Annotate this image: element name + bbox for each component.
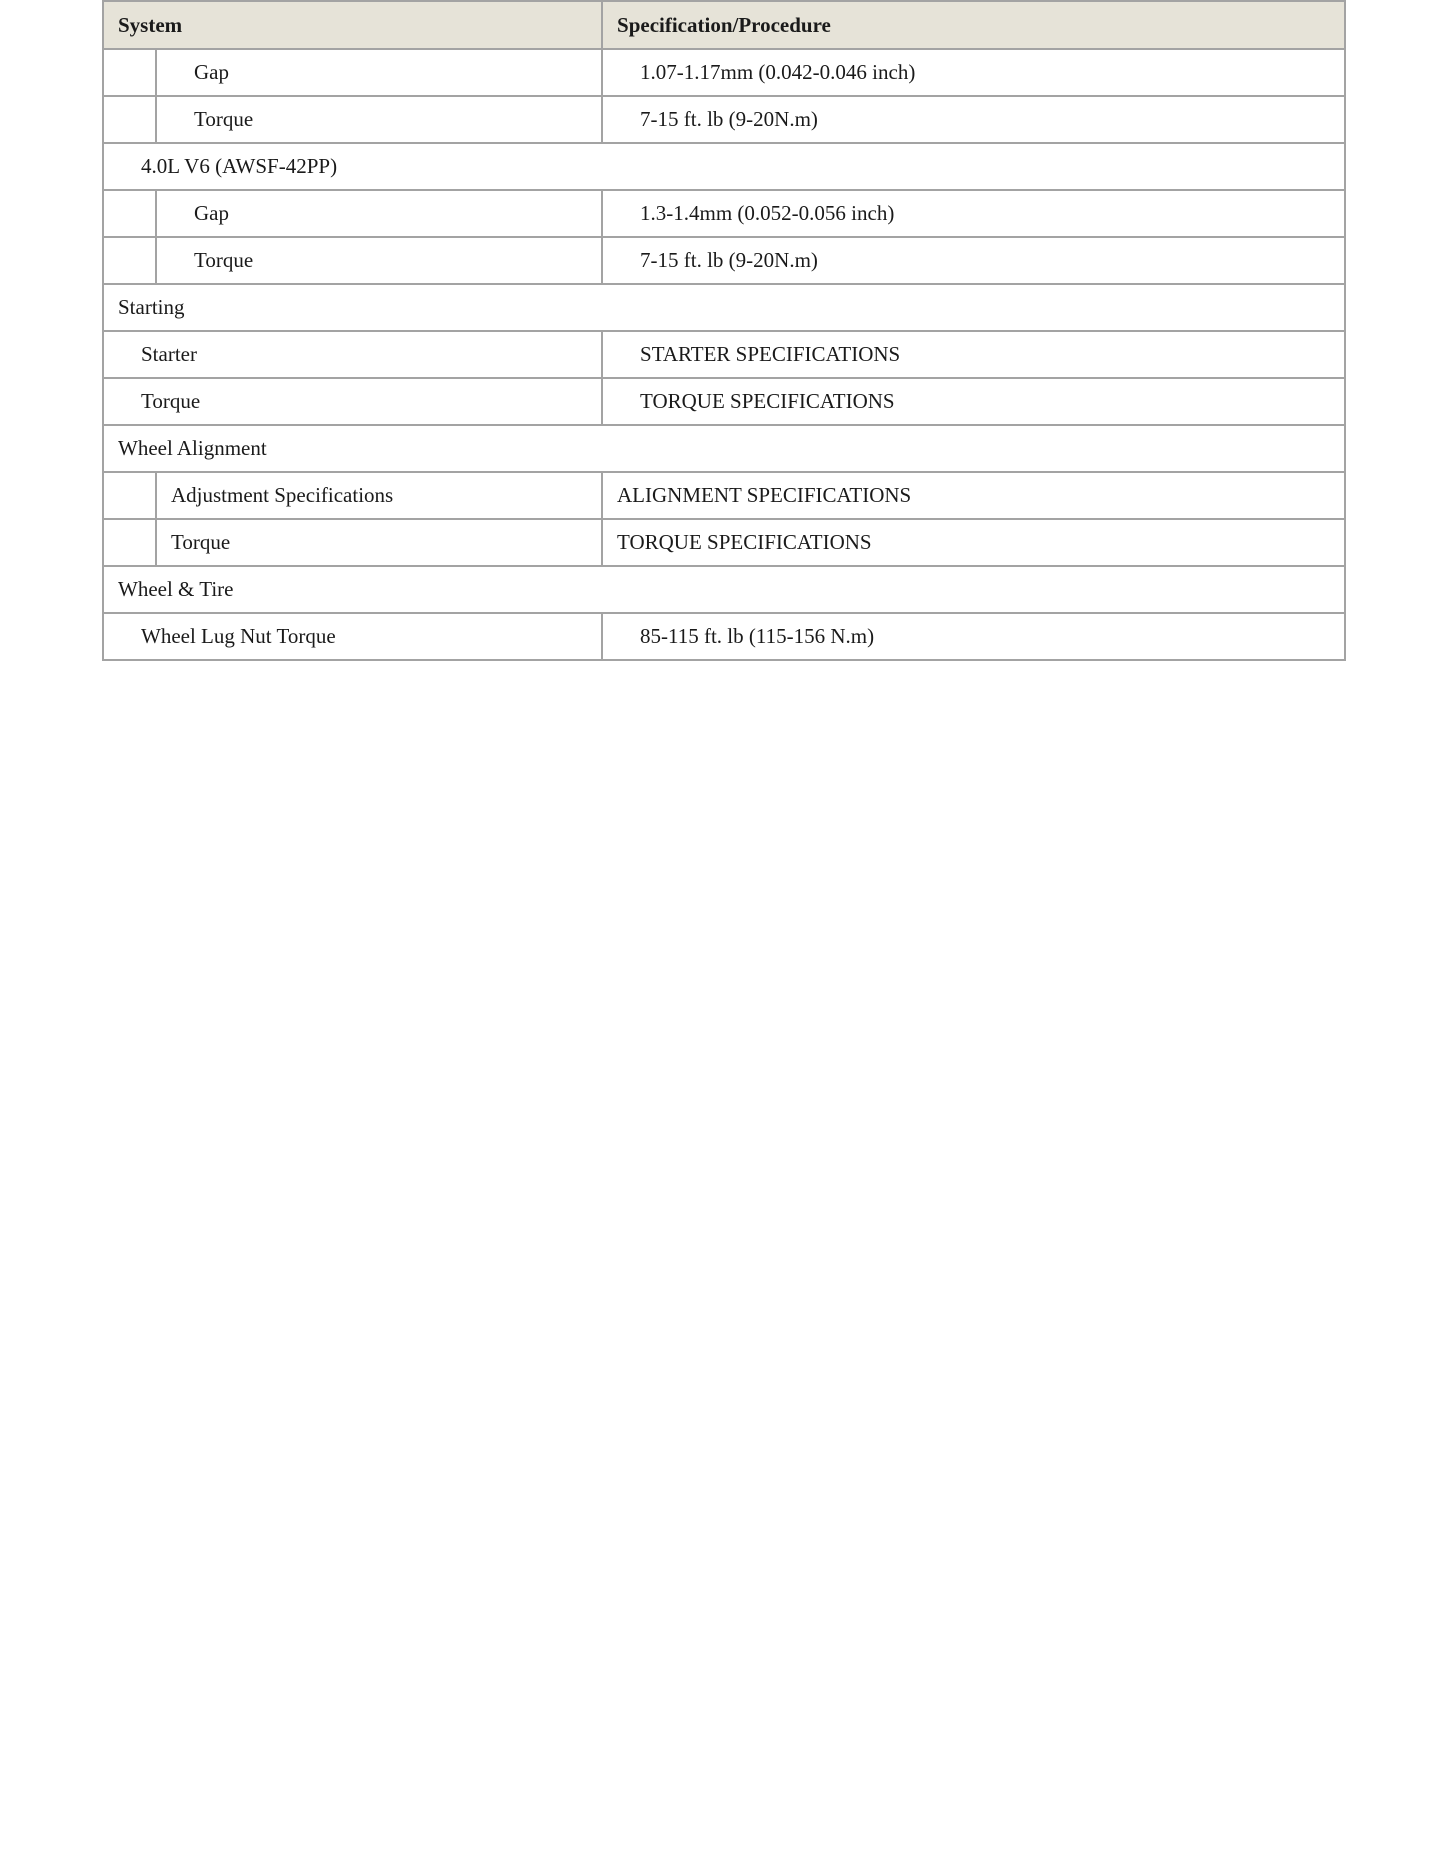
row-label: Torque — [156, 519, 602, 566]
row-value: ALIGNMENT SPECIFICATIONS — [602, 472, 1345, 519]
section-label: Wheel Alignment — [103, 425, 1345, 472]
indent-cell — [103, 237, 156, 284]
row-value: 7-15 ft. lb (9-20N.m) — [602, 237, 1345, 284]
table-row — [103, 613, 1345, 660]
table-row — [103, 96, 1345, 143]
table-row — [103, 331, 1345, 378]
table-row — [103, 378, 1345, 425]
row-value: 1.3-1.4mm (0.052-0.056 inch) — [602, 190, 1345, 237]
table-row — [103, 237, 1345, 284]
indent-cell — [103, 190, 156, 237]
row-label: Gap — [156, 190, 602, 237]
row-value: STARTER SPECIFICATIONS — [602, 331, 1345, 378]
table-header-row — [103, 1, 1345, 49]
table-row — [103, 519, 1345, 566]
row-label: Starter — [103, 331, 602, 378]
row-label: Torque — [156, 237, 602, 284]
row-value: TORQUE SPECIFICATIONS — [602, 519, 1345, 566]
table-row-section — [103, 425, 1345, 472]
indent-cell — [103, 49, 156, 96]
header-specification-procedure: Specification/Procedure — [602, 1, 1345, 49]
table-row — [103, 49, 1345, 96]
row-value: 1.07-1.17mm (0.042-0.046 inch) — [602, 49, 1345, 96]
row-value: TORQUE SPECIFICATIONS — [602, 378, 1345, 425]
row-label: Adjustment Specifications — [156, 472, 602, 519]
row-value: 85-115 ft. lb (115-156 N.m) — [602, 613, 1345, 660]
row-value: 7-15 ft. lb (9-20N.m) — [602, 96, 1345, 143]
indent-cell — [103, 519, 156, 566]
indent-cell — [103, 472, 156, 519]
table-row-section — [103, 566, 1345, 613]
section-label: Starting — [103, 284, 1345, 331]
table-row — [103, 190, 1345, 237]
row-label: Wheel Lug Nut Torque — [103, 613, 602, 660]
row-label: Gap — [156, 49, 602, 96]
indent-cell — [103, 96, 156, 143]
table-row-group — [103, 143, 1345, 190]
header-system: System — [103, 1, 602, 49]
row-label: Torque — [103, 378, 602, 425]
table-row — [103, 472, 1345, 519]
section-label: Wheel & Tire — [103, 566, 1345, 613]
specification-table — [102, 0, 1346, 661]
row-label: Torque — [156, 96, 602, 143]
group-label: 4.0L V6 (AWSF-42PP) — [103, 143, 1345, 190]
table-row-section — [103, 284, 1345, 331]
